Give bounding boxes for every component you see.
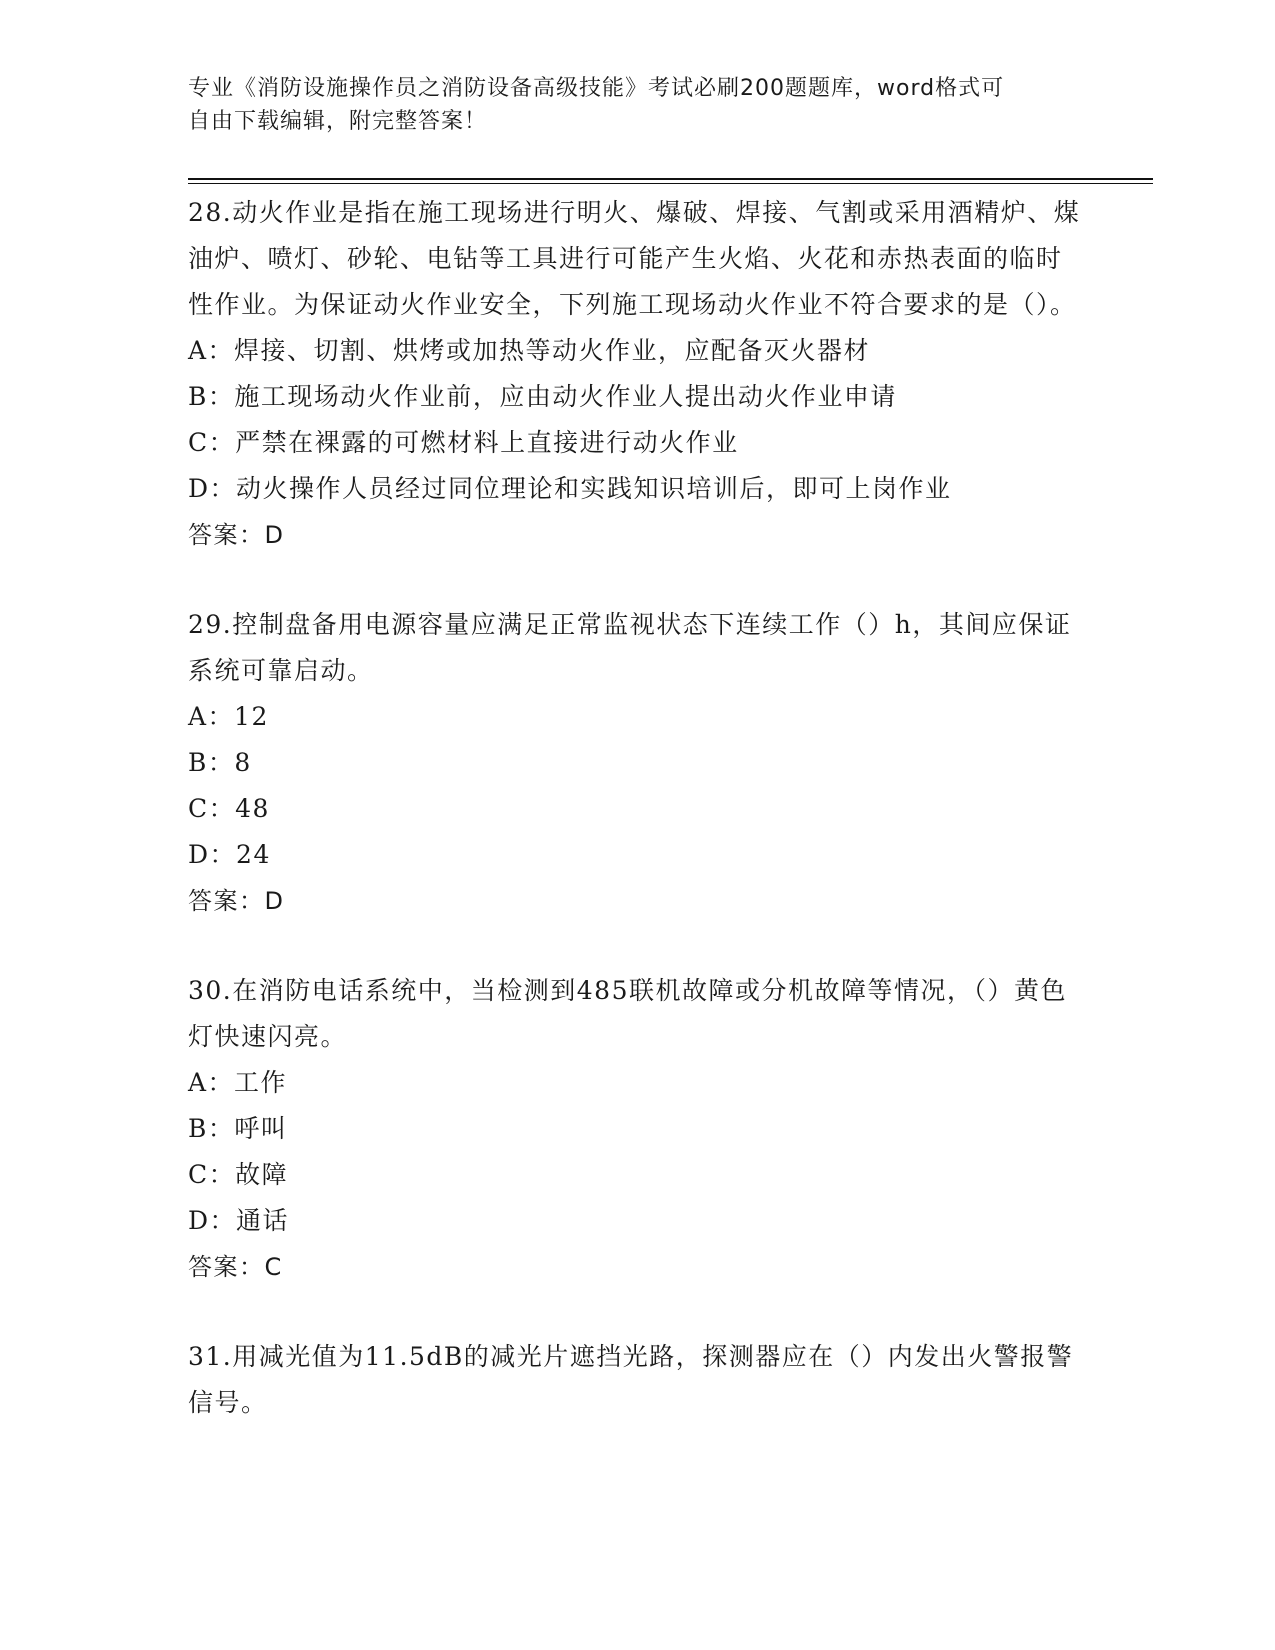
option-b: B：呼叫 — [188, 1114, 288, 1143]
question-stem: 29.控制盘备用电源容量应满足正常监视状态下连续工作（）h，其间应保证系统可靠启动。 — [188, 610, 1072, 685]
option-a: A：焊接、切割、烘烤或加热等动火作业，应配备灭火器材 — [188, 336, 871, 365]
header-line-1: 专业《消防设施操作员之消防设备高级技能》考试必刷200题题库，word格式可 — [188, 76, 1005, 101]
option-b: B：8 — [188, 748, 252, 777]
document-header — [188, 72, 1078, 138]
answer-label: 答案：D — [188, 521, 285, 549]
question-30 — [188, 968, 1088, 1290]
option-a: A：工作 — [188, 1068, 288, 1097]
question-29 — [188, 602, 1088, 924]
option-d: D：通话 — [188, 1206, 290, 1235]
option-c: C：48 — [188, 794, 270, 823]
question-list — [188, 190, 1088, 1470]
header-divider-thin — [188, 183, 1153, 184]
question-stem: 30.在消防电话系统中，当检测到485联机故障或分机故障等情况，（）黄色灯快速闪亮。 — [188, 976, 1067, 1051]
header-divider-thick — [188, 178, 1153, 180]
question-stem: 28.动火作业是指在施工现场进行明火、爆破、焊接、气割或采用酒精炉、煤油炉、喷灯、砂轮、电钻等工具进行可能产生火焰、火花和赤热表面的临时性作业。为保证动火作业安全，下列施工现场动火作业不符合要求的是（）。 — [188, 198, 1081, 319]
option-d: D：24 — [188, 840, 271, 869]
option-c: C：故障 — [188, 1160, 289, 1189]
option-a: A：12 — [188, 702, 269, 731]
question-stem: 31.用减光值为11.5dB的减光片遮挡光路，探测器应在（）内发出火警报警信号。 — [188, 1342, 1074, 1417]
question-31 — [188, 1334, 1088, 1426]
option-b: B：施工现场动火作业前，应由动火作业人提出动火作业申请 — [188, 382, 897, 411]
header-line-2: 自由下载编辑，附完整答案！ — [188, 109, 488, 134]
question-28 — [188, 190, 1088, 558]
option-c: C：严禁在裸露的可燃材料上直接进行动火作业 — [188, 428, 739, 457]
answer-label: 答案：C — [188, 1253, 283, 1281]
answer-label: 答案：D — [188, 887, 285, 915]
option-d: D：动火操作人员经过同位理论和实践知识培训后，即可上岗作业 — [188, 474, 952, 503]
